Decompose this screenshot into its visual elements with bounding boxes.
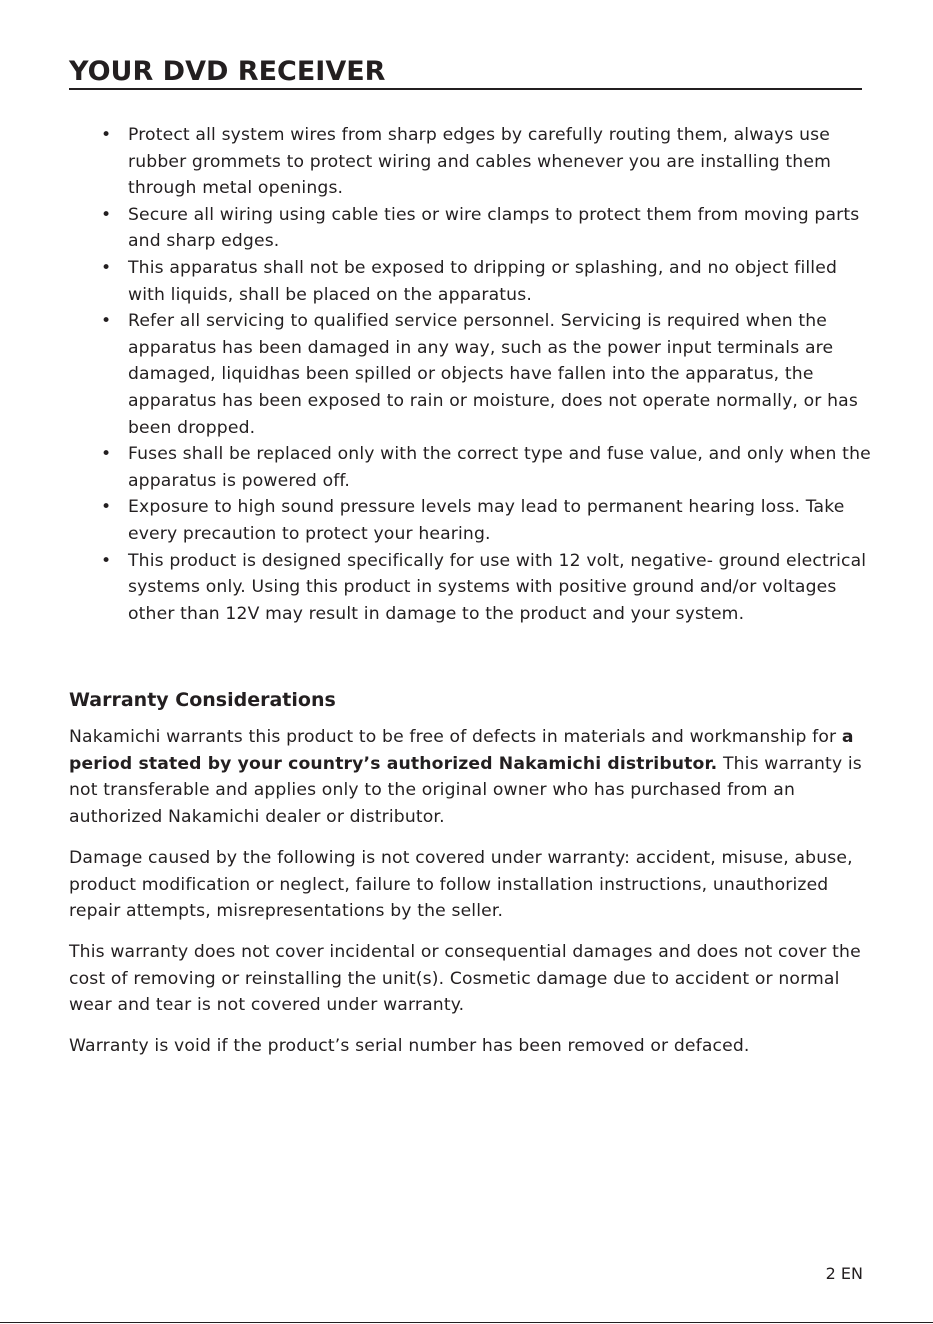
list-item: [101, 548, 871, 628]
page-title: YOUR DVD RECEIVER: [69, 56, 386, 87]
warranty-period-bold-text: a period stated by your country’s authorized Nakamichi distributor.: [69, 727, 854, 774]
safety-bullet-list: [101, 122, 871, 627]
warranty-paragraph-3: This warranty does not cover incidental or consequential damages and does not cover the cost of removing or reinstalling the unit(s). Cosmetic damage due to accident or normal wear and tear is not covered under warranty.: [69, 942, 861, 1016]
list-item-text: This product is designed specifically for use with 12 volt, negative- ground electrical systems only. Using this product in systems with positive ground and/or voltages other than 12V may result in damage to the product and your system.: [128, 550, 867, 624]
list-item-text: Exposure to high sound pressure levels may lead to permanent hearing loss. Take every precaution to protect your hearing.: [128, 497, 845, 544]
list-item-text: Protect all system wires from sharp edges by carefully routing them, always use rubber grommets to protect wiring and cables whenever you are installing them through metal openings.: [128, 125, 831, 199]
list-item: [101, 122, 871, 202]
bullet-icon: •: [101, 311, 112, 332]
title-underline: [69, 88, 862, 90]
list-item: [101, 202, 871, 255]
bullet-icon: •: [101, 257, 112, 278]
bullet-icon: •: [101, 497, 112, 518]
list-item: [101, 494, 871, 547]
warranty-paragraph-1: [69, 724, 869, 830]
list-item-text: Secure all wiring using cable ties or wire clamps to protect them from moving parts and sharp edges.: [128, 204, 860, 252]
warranty-heading: Warranty Considerations: [69, 689, 336, 711]
list-item-text: Refer all servicing to qualified service personnel. Servicing is required when the apparatus has been damaged in any way, such as the power input terminals are damaged, liquidhas been spilled or objects have fallen into the apparatus, the apparatus has been exposed to rain or moisture, does not operate normally, or has been dropped.: [128, 311, 858, 438]
list-item-text: This apparatus shall not be exposed to dripping or splashing, and no object filled with liquids, shall be placed on the apparatus.: [128, 257, 838, 305]
warranty-paragraph-4: Warranty is void if the product’s serial number has been removed or defaced.: [69, 1036, 750, 1056]
warranty-intro-text: Nakamichi warrants this product to be free of defects in materials and workmanship for: [69, 727, 837, 747]
bullet-icon: •: [101, 204, 112, 225]
list-item: [101, 255, 871, 308]
bullet-icon: •: [101, 444, 112, 465]
page-bottom-rule: [0, 1322, 933, 1323]
list-item: [101, 441, 871, 494]
list-item-text: Fuses shall be replaced only with the correct type and fuse value, and only when the apparatus is powered off.: [128, 444, 871, 491]
list-item: [101, 308, 871, 441]
warranty-paragraph-2: Damage caused by the following is not covered under warranty: accident, misuse, abuse, product modification or neglect, failure to follow installation instructions, unauthorized repair attempts, misrepresentations by the seller.: [69, 848, 853, 922]
bullet-icon: •: [101, 125, 112, 145]
warranty-transfer-text: This warranty is not transferable and applies only to the original owner who has purchased from an authorized Nakamichi dealer or distributor.: [69, 753, 862, 827]
page-number: 2 EN: [825, 1264, 863, 1283]
bullet-icon: •: [101, 550, 112, 571]
